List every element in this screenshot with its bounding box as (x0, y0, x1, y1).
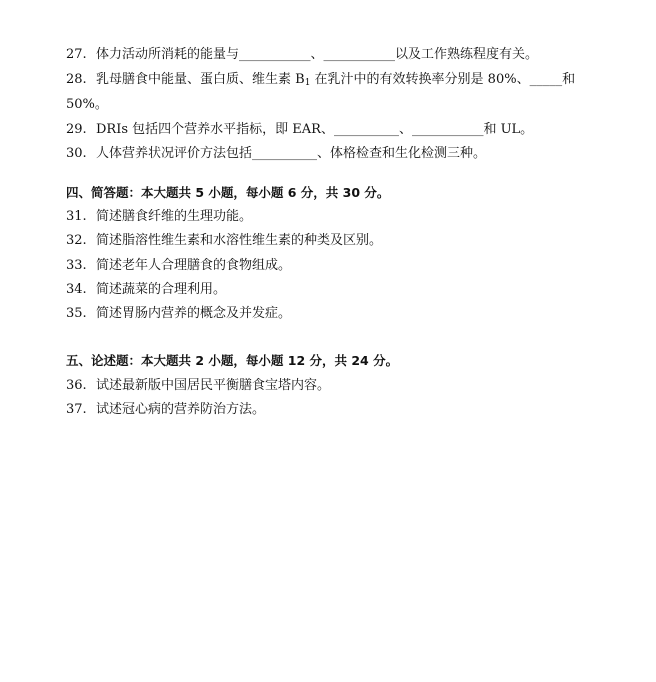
question-30 (66, 145, 486, 163)
question-text: 简述膳食纤维的生理功能。 (96, 209, 253, 224)
question-text: 简述蔬菜的合理利用。 (96, 282, 227, 297)
question-number: 27. (66, 47, 87, 62)
question-text: 人体营养状况评价方法包括__________、体格检查和生化检测三种。 (96, 146, 487, 161)
section-heading-essay: 五、论述题：本大题共 2 小题，每小题 12 分，共 24 分。 (66, 353, 399, 368)
question-number: 31. (66, 209, 87, 224)
question-28-continuation (66, 96, 108, 114)
question-number: 35. (66, 306, 87, 321)
question-text: 试述最新版中国居民平衡膳食宝塔内容。 (96, 378, 331, 393)
question-number: 29. (66, 122, 87, 137)
question-text: 体力活动所消耗的能量与___________、___________以及工作熟练程度有关。 (96, 47, 539, 62)
question-text: DRIs 包括四个营养水平指标，即 EAR、__________、___________和 UL。 (96, 122, 534, 137)
question-text: 试述冠心病的营养防治方法。 (96, 402, 266, 417)
question-text: 乳母膳食中能量、蛋白质、维生素 B (96, 72, 305, 87)
question-31 (66, 208, 252, 226)
section-heading-short-answer: 四、简答题：本大题共 5 小题，每小题 6 分，共 30 分。 (66, 185, 390, 200)
question-number: 36. (66, 378, 87, 393)
question-text-cont: 在乳汁中的有效转换率分别是 80%、_____和 (310, 72, 576, 87)
question-32 (66, 232, 382, 250)
question-36 (66, 377, 330, 395)
question-28 (66, 71, 575, 89)
question-33 (66, 257, 291, 275)
question-text: 简述胃肠内营养的概念及并发症。 (96, 306, 292, 321)
question-text: 50%。 (66, 97, 108, 112)
question-35 (66, 305, 291, 323)
question-number: 28. (66, 72, 87, 87)
question-number: 34. (66, 282, 87, 297)
question-29 (66, 121, 533, 139)
question-27 (66, 46, 538, 64)
question-number: 30. (66, 146, 87, 161)
subscript: 1 (304, 78, 311, 88)
question-34 (66, 281, 226, 299)
question-number: 32. (66, 233, 87, 248)
question-37 (66, 401, 265, 419)
question-number: 33. (66, 258, 87, 273)
question-text: 简述老年人合理膳食的食物组成。 (96, 258, 292, 273)
question-number: 37. (66, 402, 87, 417)
question-text: 简述脂溶性维生素和水溶性维生素的种类及区别。 (96, 233, 383, 248)
